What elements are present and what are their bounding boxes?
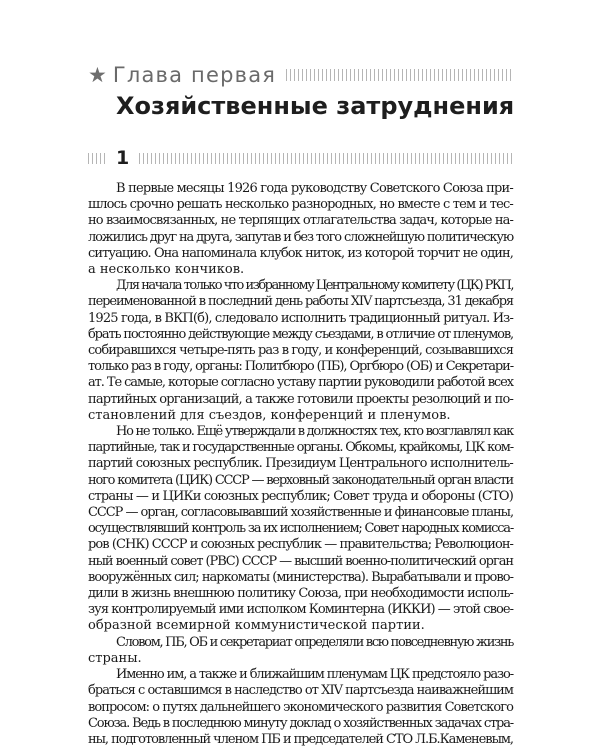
chapter-header: [88, 62, 513, 88]
text-line: СССР — орган, согласовывавший хозяйственные и финансовые планы,: [88, 505, 514, 521]
body-text: [88, 181, 513, 748]
text-line: ны, подготовленный членом ПБ и председателей СТО Л.Б.Каменевым,: [88, 731, 514, 747]
text-line: ситуацию. Она напоминала клубок ниток, из которой торчит не один,: [88, 245, 513, 261]
text-line: В первые месяцы 1926 года руководству Советского Союза при-: [116, 181, 513, 196]
chapter-title: Хозяйственные затруднения: [116, 92, 515, 120]
section-rule-left: [88, 153, 108, 164]
text-line: браться с оставшимся в наследство от XIV партсъезда наиважнейшим: [88, 683, 514, 699]
paragraph: [88, 424, 513, 635]
section-rule-right: [139, 153, 513, 164]
paragraph: [88, 667, 513, 748]
text-line: ный военный совет (РВС) СССР — высший военно-политический орган: [88, 553, 513, 569]
text-line: Именно им, а также и ближайшим пленумам ЦК предстояло разо-: [116, 667, 513, 683]
text-line: Но не только. Ещё утверждали в должностях тех, кто возглавлял как: [116, 424, 514, 440]
text-line: ного комитета (ЦИК) СССР — верховный законодательный орган власти: [88, 472, 514, 488]
text-line: становлений для съездов, конференций и пленумов.: [88, 407, 451, 423]
text-line: Для начала только что избранному Центральному комитету (ЦК) РКП,: [116, 278, 513, 294]
text-line: партийных организаций, а также готовили проекты резолюций и по-: [88, 391, 514, 407]
text-line: партий союзных республик. Президиум Центрального исполнитель-: [88, 456, 514, 472]
text-line: Союза. Ведь в последнюю минуту доклад о хозяйственных задачах стра-: [88, 715, 514, 731]
section-number: 1: [116, 146, 130, 169]
text-line: вооружённых сил; наркоматы (министерства). Вырабатывали и прово-: [88, 569, 513, 585]
chapter-label: Глава первая: [112, 62, 277, 87]
paragraph: [88, 181, 513, 278]
text-line: дили в жизнь внешнюю политику Союза, при необходимости исполь-: [88, 586, 514, 602]
text-line: переименованной в последний день работы XIV партсъезда, 31 декабря: [88, 294, 514, 310]
text-line: Словом, ПБ, ОБ и секретариат определяли всю повседневную жизнь: [116, 634, 514, 650]
text-line: брать постоянно действующие между съездами, в отличие от пленумов,: [88, 326, 514, 342]
text-line: зуя контролируемый ими исполком Коминтерна (ИККИ) — этой свое-: [88, 602, 514, 618]
text-line: страны.: [88, 650, 142, 666]
text-line: но взаимосвязанных, не терпящих отлагательства задач, которые на-: [88, 213, 514, 229]
text-line: только раз в году, органы: Политбюро (ПБ), Оргбюро (ОБ) и Секретари-: [88, 359, 514, 375]
text-line: осуществлявший контроль за их исполнением; Совет народных комисса-: [88, 521, 514, 537]
text-line: ложились друг на друга, запутав и без того сложнейшую политическую: [88, 229, 514, 245]
text-line: партийные, так и государственные органы. Обкомы, крайкомы, ЦК ком-: [88, 440, 513, 456]
paragraph: [88, 635, 513, 667]
text-line: страны — и ЦИКи союзных республик; Совет труда и обороны (СТО): [88, 488, 514, 504]
star-icon: ★: [88, 62, 107, 87]
text-line: шлось срочно решать несколько разнородных, но вместе с тем и тес-: [88, 197, 513, 213]
text-line: ров (СНК) СССР и союзных республик — правительства; Революцион-: [88, 537, 514, 553]
chapter-rule: [286, 69, 513, 81]
section-header: [88, 147, 513, 169]
text-line: вопросом: о путях дальнейшего экономического развития Советского: [88, 699, 513, 715]
text-line: собиравшихся четыре-пять раз в году, и конференций, созывавшихся: [88, 343, 514, 359]
text-line: а несколько кончиков.: [88, 262, 245, 278]
paragraph: [88, 278, 513, 424]
text-line: ат. Те самые, которые согласно уставу партии руководили работой всех: [88, 375, 513, 391]
text-line: образной всемирной коммунистической партии.: [88, 618, 425, 634]
text-line: 1925 года, в ВКП(б), следовало исполнить традиционный ритуал. Из-: [88, 310, 513, 326]
